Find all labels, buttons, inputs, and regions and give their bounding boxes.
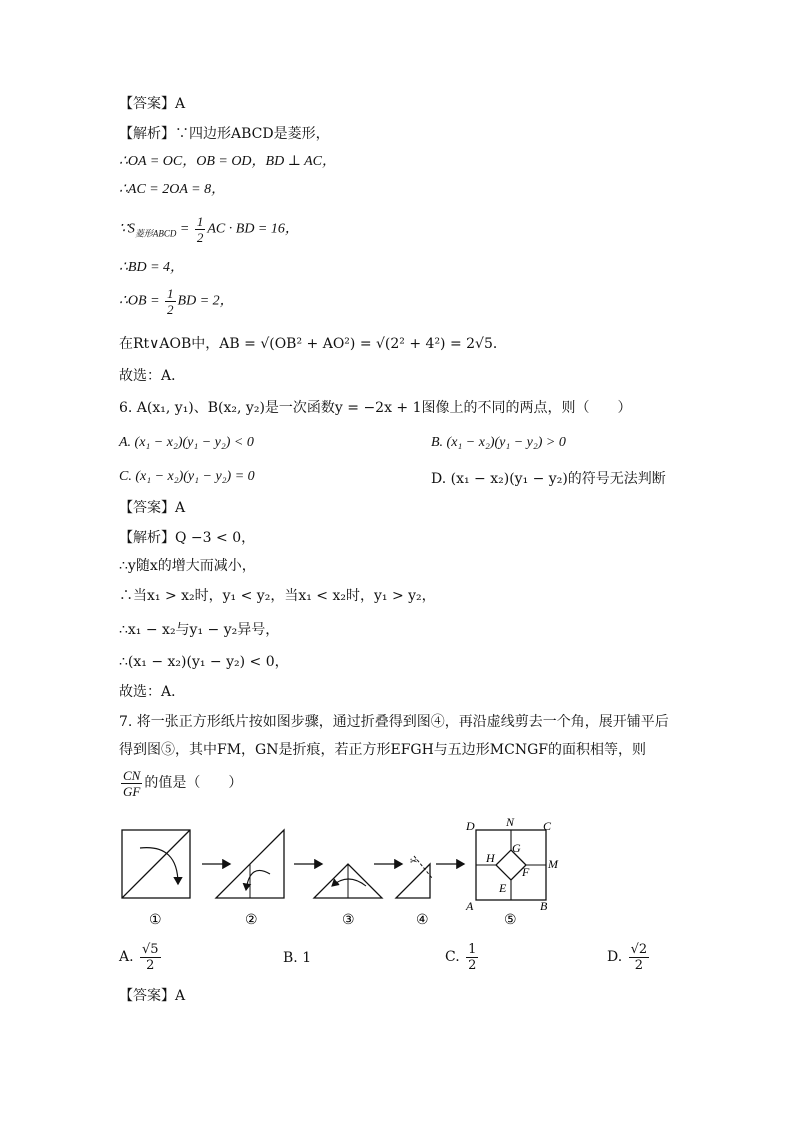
svg-text:M: M <box>548 857 558 871</box>
q6-analysis-line-3: ∴当x₁ > x₂时，y₁ < y₂，当x₁ < x₂时，y₁ > y₂， <box>119 588 436 604</box>
q5-l4-sub: 菱形ABCD <box>134 228 177 239</box>
figure-label-3: ③ <box>342 913 355 928</box>
folding-figures <box>110 812 580 932</box>
q5-analysis-line-2: ∴OA = OC，OB = OD，BD ⊥ AC， <box>119 154 337 169</box>
q7-option-d-fraction: $\frac{√2}{2}$ <box>630 941 648 973</box>
q7-answer: 【答案】A <box>119 988 186 1004</box>
figure-label-2: ② <box>245 913 258 928</box>
svg-text:✂: ✂ <box>410 856 418 866</box>
q7-option-c: C. $\frac{1}{2}$ <box>445 941 477 973</box>
figure-label-4: ④ <box>416 913 429 928</box>
svg-text:C: C <box>543 819 552 833</box>
q7-stem-line-3 <box>119 766 242 800</box>
q5-choose: 故选：A． <box>119 368 186 384</box>
figure-1 <box>122 830 190 898</box>
q5-analysis-line-7: 在Rt∨AOB中，AB = √(OB² + AO²) = √(2² + 4²) = 2√5． <box>119 336 507 352</box>
q6-choose: 故选：A． <box>119 684 186 700</box>
svg-text:E: E <box>499 881 507 895</box>
q6-analysis-line-1: 【解析】Q −3 < 0， <box>119 530 256 546</box>
q6-option-b: B. (x₁ − x₂)(y₁ − y₂) > 0 <box>431 435 566 450</box>
q6-analysis-line-4: ∴x₁ − x₂与y₁ − y₂异号， <box>119 622 280 638</box>
q5-l6-pre: ∴OB = <box>119 293 164 309</box>
analysis-label: 【解析】 <box>119 126 175 142</box>
figure-4 <box>396 856 432 898</box>
q7-stem3-text: 的值是（ ） <box>144 775 243 791</box>
figure-5 <box>465 815 559 913</box>
q5-analysis-line-5: ∴BD = 4， <box>119 260 185 275</box>
q5-l6-fraction: $\frac{1}{2}$ <box>167 286 174 317</box>
q7-option-b: B. 1 <box>283 950 312 966</box>
q5-answer: 【答案】A <box>119 96 186 112</box>
q7-option-a-fraction: $\frac{√5}{2}$ <box>142 941 159 973</box>
q6-answer: 【答案】A <box>119 500 186 516</box>
q6-option-a: A. (x₁ − x₂)(y₁ − y₂) < 0 <box>119 435 254 450</box>
figure-label-1: ① <box>149 913 162 928</box>
q5-l4-fraction: $\frac{1}{2}$ <box>196 214 204 245</box>
svg-text:H: H <box>486 851 495 865</box>
q5-analysis-line-6 <box>119 286 234 317</box>
q7-fraction: $\frac{CN}{GF}$ <box>123 767 141 799</box>
svg-text:G: G <box>512 841 521 855</box>
q6-analysis-line-5: ∴(x₁ − x₂)(y₁ − y₂) < 0， <box>119 654 289 670</box>
q6-option-c: C. (x₁ − x₂)(y₁ − y₂) = 0 <box>119 469 255 484</box>
q7-option-c-fraction: $\frac{1}{2}$ <box>468 941 477 973</box>
q5-l4-post: AC · BD = 16， <box>207 221 299 237</box>
q7-stem-line-2: 得到图⑤，其中FM，GN是折痕，若正方形EFGH与五边形MCNGF的面积相等，则 <box>119 742 647 758</box>
svg-text:F: F <box>522 865 530 879</box>
svg-text:N: N <box>506 815 515 829</box>
svg-text:D: D <box>466 819 475 833</box>
svg-text:A: A <box>466 899 474 913</box>
q7-stem-line-1: 7. 将一张正方形纸片按如图步骤，通过折叠得到图④，再沿虚线剪去一个角，展开铺平后 <box>119 714 669 730</box>
q5-l4-pre: ∵S <box>119 221 135 237</box>
q5-l1: ∵四边形ABCD是菱形， <box>175 126 330 142</box>
q5-analysis-line-4 <box>119 214 299 249</box>
q7-option-d: D. $\frac{√2}{2}$ <box>607 941 648 973</box>
q5-analysis-line-3: ∴AC = 2OA = 8， <box>119 182 226 197</box>
svg-text:B: B <box>540 899 548 913</box>
q5-l6-post: BD = 2， <box>177 293 234 309</box>
q6-stem: 6. A(x₁, y₁)、B(x₂, y₂)是一次函数y = −2x + 1图像上的不同的两点，则（ ） <box>119 400 632 416</box>
figure-label-5: ⑤ <box>504 913 517 928</box>
q5-l4-mid: = <box>176 221 193 237</box>
q5-analysis-line-1 <box>119 124 330 144</box>
q7-option-a: A. $\frac{√5}{2}$ <box>119 941 159 973</box>
q6-option-d: D. (x₁ − x₂)(y₁ − y₂)的符号无法判断 <box>431 471 666 487</box>
figure-3 <box>314 864 382 898</box>
q6-analysis-line-2: ∴y随x的增大而减小， <box>119 558 256 574</box>
